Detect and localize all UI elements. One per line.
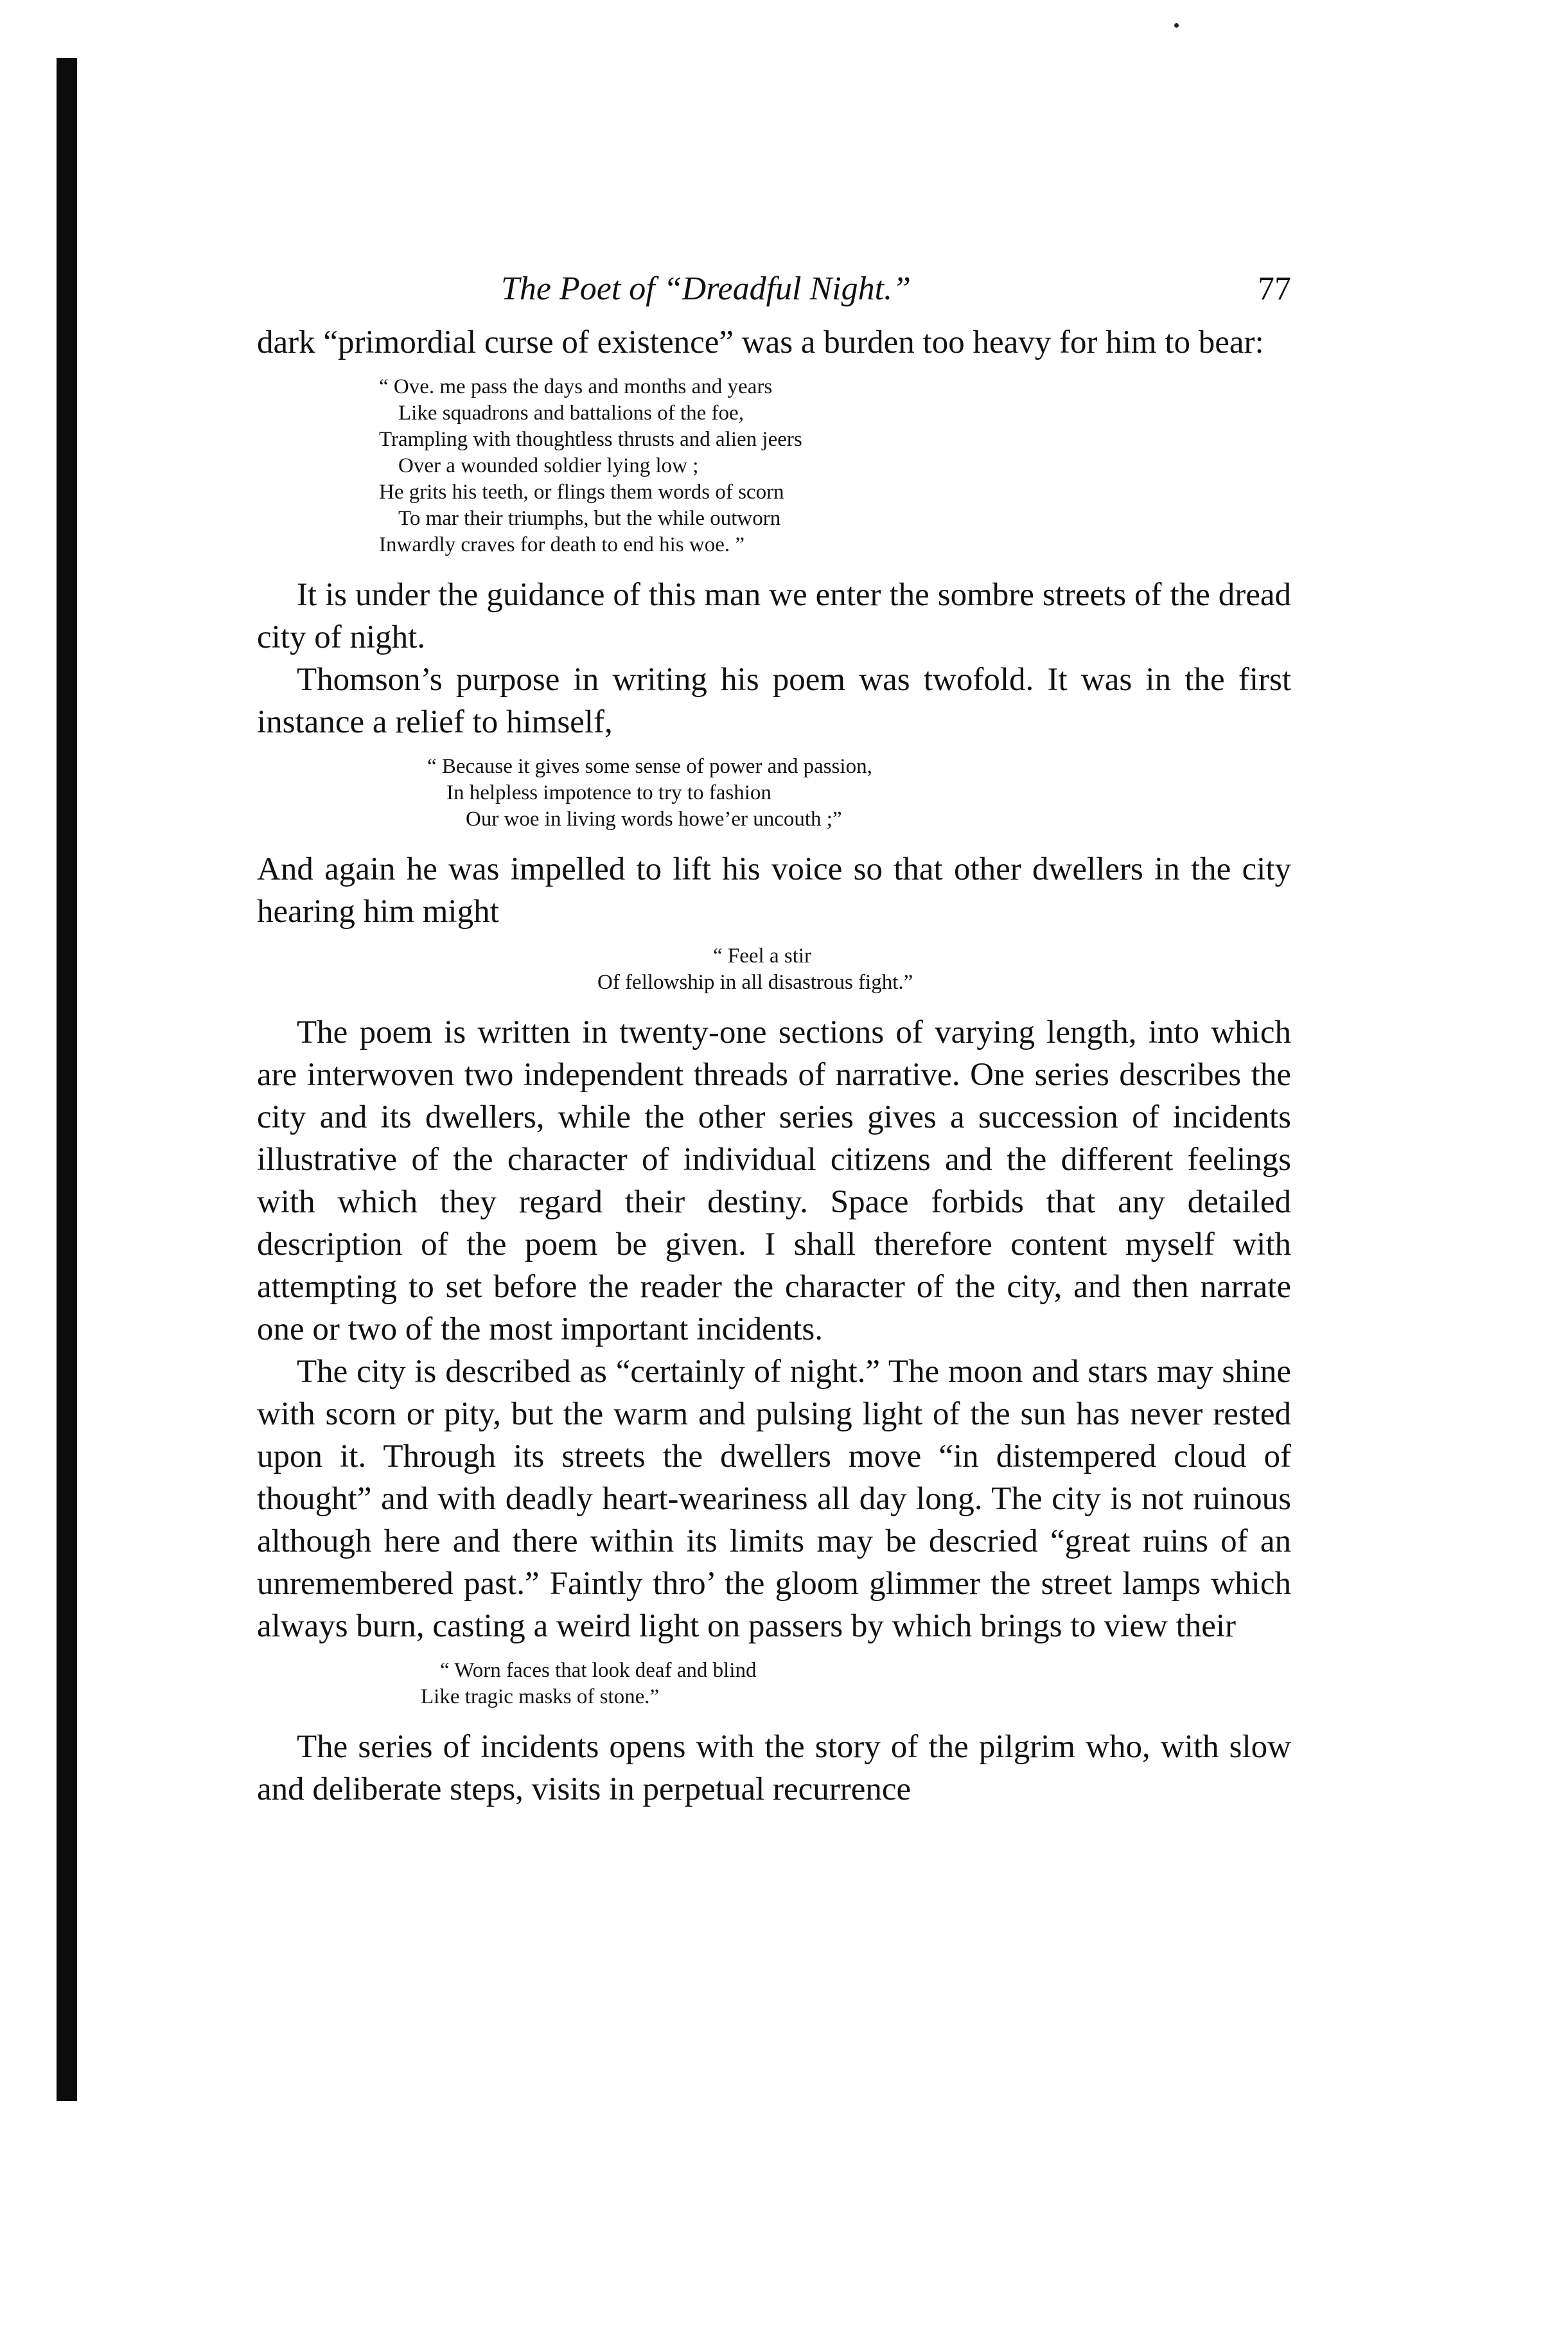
paragraph: dark “primordial curse of existence” was a burden too heavy for him to bear: <box>257 324 1264 360</box>
running-head <box>257 270 1291 321</box>
verse-line: Like squadrons and battalions of the foe, <box>398 402 744 425</box>
verse-line: Trampling with thoughtless thrusts and alien jeers <box>379 428 802 451</box>
page-number: 77 <box>1258 270 1291 307</box>
verse-quotation <box>257 1658 1291 1710</box>
page <box>257 270 1291 1811</box>
verse-line: Inwardly craves for death to end his woe. ” <box>379 533 745 556</box>
scan-speck <box>1174 23 1179 28</box>
verse-line: “ Worn faces that look deaf and blind <box>440 1659 757 1682</box>
verse-line: To mar their triumphs, but the while outworn <box>398 507 781 530</box>
paragraph: It is under the guidance of this man we enter the sombre streets of the dread city of night. <box>257 577 1291 655</box>
verse-line: In helpless impotence to try to fashion <box>446 781 771 804</box>
paragraph: Thomson’s purpose in writing his poem was twofold. It was in the first instance a relief to himself, <box>257 662 1291 740</box>
verse-line: Our woe in living words howe’er uncouth ;” <box>466 808 842 831</box>
page-body <box>257 321 1291 1811</box>
verse-line: Like tragic masks of stone.” <box>421 1685 660 1708</box>
verse-quotation <box>257 374 1291 558</box>
verse-line: Over a wounded soldier lying low ; <box>398 454 699 477</box>
verse-line: He grits his teeth, or flings them words of scorn <box>379 481 784 504</box>
verse-line: “ Because it gives some sense of power and passion, <box>427 755 872 778</box>
paragraph: The poem is written in twenty-one sections of varying length, into which are interwoven two independent threads of narrative. One series describes the city and its dwellers, while the other series gives a succession of incidents illustrative of the character of individual citizens and the different feelings with which they regard their destiny. Space forbids that any detailed description of the poem be given. I shall therefore content myself with attempting to set before the reader the character of the city, and then narrate one or two of the most important incidents. <box>257 1014 1291 1347</box>
paragraph: The series of incidents opens with the story of the pilgrim who, with slow and deliberate steps, visits in perpetual recurrence <box>257 1729 1291 1807</box>
paragraph: The city is described as “certainly of night.” The moon and stars may shine with scorn or pity, but the warm and pulsing light of the sun has never rested upon it. Through its streets the dwellers move “in distempered cloud of thought” and with deadly heart-weariness all day long. The city is not ruinous although here and there within its limits may be descried “great ruins of an unremembered past.” Faintly thro’ the gloom glimmer the street lamps which always burn, casting a weird light on passers by which brings to view their <box>257 1354 1291 1644</box>
verse-line: “ Ove. me pass the days and months and years <box>379 375 773 398</box>
verse-line: Of fellowship in all disastrous fight.” <box>597 971 913 994</box>
running-title: The Poet of “Dreadful Night.” <box>501 270 911 307</box>
verse-line: “ Feel a stir <box>713 944 812 968</box>
verse-quotation <box>257 943 1291 996</box>
verse-quotation <box>257 754 1291 833</box>
paragraph: And again he was impelled to lift his voice so that other dwellers in the city hearing him might <box>257 851 1291 930</box>
binding-shadow <box>57 58 77 2101</box>
